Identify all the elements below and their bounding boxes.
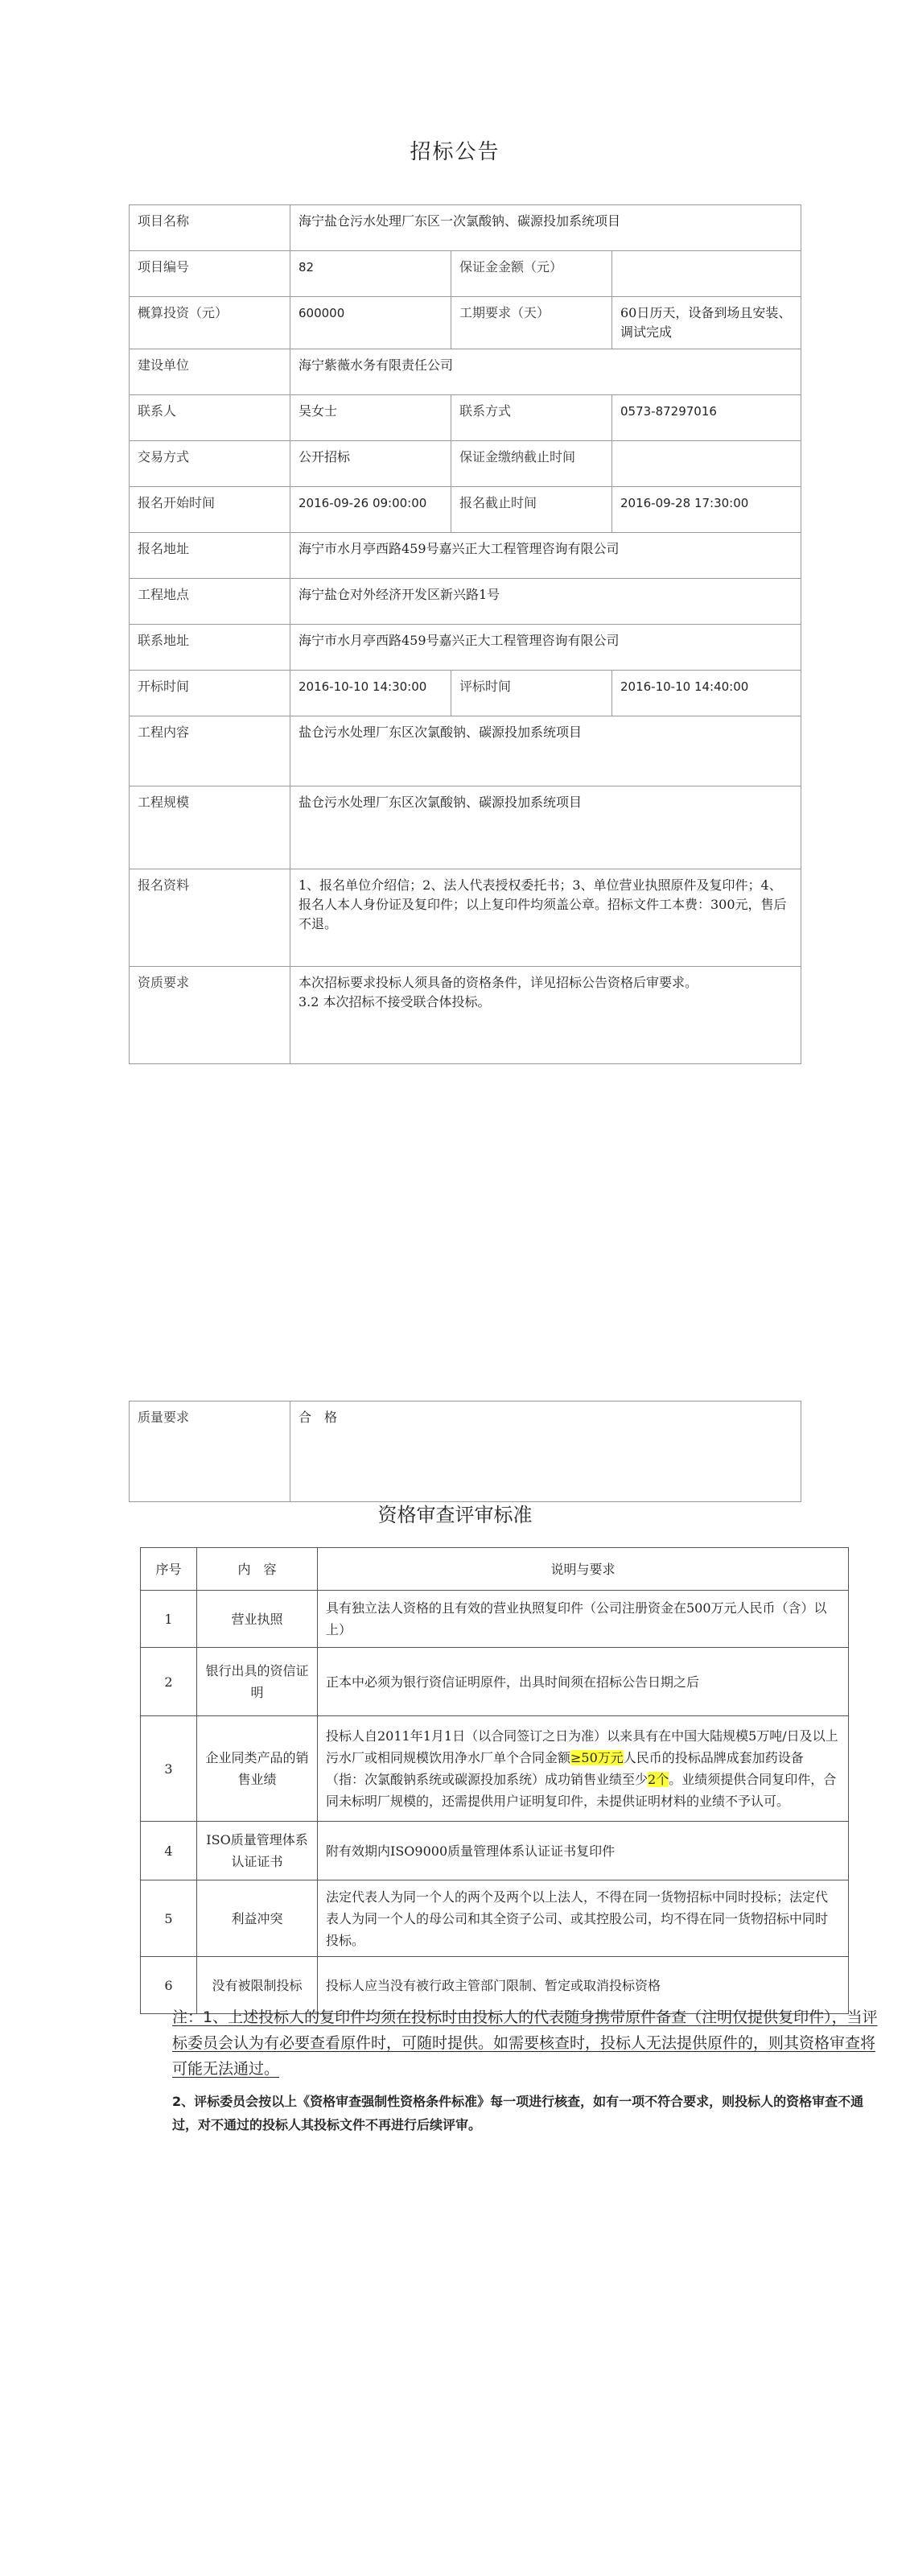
row-desc: 法定代表人为同一个人的两个及两个以上法人，不得在同一货物招标中同时投标；法定代表人为同一个人的母公司和其全资子公司、或其控股公司，均不得在同一货物招标中同时投标。 bbox=[318, 1880, 849, 1957]
desc-part-a: 投标人自2011年1月1日（以合同签订之日为准）以来具有在中国大陆规模5万吨/日及以上污水厂或相同规模饮用净水厂单个合同金额 bbox=[326, 1728, 838, 1765]
row-materials bbox=[130, 869, 801, 967]
label-materials: 报名资料 bbox=[130, 869, 290, 967]
value-budget: 600000 bbox=[290, 297, 451, 349]
label-open-time: 开标时间 bbox=[130, 671, 290, 716]
qualification-line-2: 3.2 本次招标不接受联合体投标。 bbox=[299, 994, 491, 1009]
header-item: 内 容 bbox=[197, 1548, 318, 1591]
criteria-table bbox=[140, 1547, 849, 2014]
label-reg-address: 报名地址 bbox=[130, 533, 290, 579]
value-contact-address: 海宁市水月亭西路459号嘉兴正大工程管理咨询有限公司 bbox=[290, 625, 801, 671]
row-desc bbox=[318, 1716, 849, 1822]
label-period: 工期要求（天） bbox=[451, 297, 612, 349]
table-row bbox=[141, 1822, 849, 1880]
qualification-line-1: 本次招标要求投标人须具备的资格条件，详见招标公告资格后审要求。 bbox=[299, 975, 698, 990]
label-reg-end: 报名截止时间 bbox=[451, 487, 612, 533]
value-scale: 盐仓污水处理厂东区次氯酸钠、碳源投加系统项目 bbox=[290, 786, 801, 869]
row-item: ISO质量管理体系认证证书 bbox=[197, 1822, 318, 1880]
value-materials: 1、报名单位介绍信；2、法人代表授权委托书；3、单位营业执照原件及复印件；4、报名人本人身份证及复印件；以上复印件均须盖公章。招标文件工本费：300元，售后不退。 bbox=[290, 869, 801, 967]
label-budget: 概算投资（元） bbox=[130, 297, 290, 349]
label-contact: 联系人 bbox=[130, 395, 290, 441]
row-item: 银行出具的资信证明 bbox=[197, 1648, 318, 1716]
label-qualification: 资质要求 bbox=[130, 967, 290, 1064]
label-quality: 质量要求 bbox=[130, 1402, 290, 1502]
value-builder: 海宁紫薇水务有限责任公司 bbox=[290, 349, 801, 395]
label-project-number: 项目编号 bbox=[130, 251, 290, 297]
row-quality bbox=[130, 1402, 801, 1502]
row-builder bbox=[130, 349, 801, 395]
row-item: 企业同类产品的销售业绩 bbox=[197, 1716, 318, 1822]
label-eval-time: 评标时间 bbox=[451, 671, 612, 716]
row-no: 4 bbox=[141, 1822, 197, 1880]
value-eval-time: 2016-10-10 14:40:00 bbox=[612, 671, 801, 716]
value-contact-method: 0573-87297016 bbox=[612, 395, 801, 441]
label-trade: 交易方式 bbox=[130, 441, 290, 487]
value-quality: 合 格 bbox=[290, 1402, 801, 1502]
row-no: 2 bbox=[141, 1648, 197, 1716]
criteria-header-row bbox=[141, 1548, 849, 1591]
row-trade bbox=[130, 441, 801, 487]
value-project-number: 82 bbox=[290, 251, 451, 297]
label-builder: 建设单位 bbox=[130, 349, 290, 395]
row-no: 6 bbox=[141, 1957, 197, 2014]
row-project-number bbox=[130, 251, 801, 297]
row-open-eval-time bbox=[130, 671, 801, 716]
value-qualification bbox=[290, 967, 801, 1064]
table-row bbox=[141, 1648, 849, 1716]
table-row bbox=[141, 1880, 849, 1957]
highlight-count: 2个 bbox=[648, 1772, 669, 1787]
row-project-name bbox=[130, 205, 801, 251]
header-no: 序号 bbox=[141, 1548, 197, 1591]
tender-info-table bbox=[129, 204, 801, 1064]
table-row bbox=[141, 1591, 849, 1648]
value-content: 盐仓污水处理厂东区次氯酸钠、碳源投加系统项目 bbox=[290, 716, 801, 786]
page-title: 招标公告 bbox=[410, 140, 500, 164]
desc-part-c: 。业绩须提供合同复印件，合同未标明厂规模的，还需提供用户证明复印件，未提供证明材料的业绩不予认可。 bbox=[326, 1772, 837, 1809]
row-contact bbox=[130, 395, 801, 441]
value-trade: 公开招标 bbox=[290, 441, 451, 487]
value-deposit-deadline bbox=[612, 441, 801, 487]
desc-part-b: 人民币的投标品牌成套加药设备（指：次氯酸钠系统或碳源投加系统）成功销售业绩至少 bbox=[326, 1750, 804, 1787]
label-scale: 工程规模 bbox=[130, 786, 290, 869]
header-desc: 说明与要求 bbox=[318, 1548, 849, 1591]
note-1: 注：1、上述投标人的复印件均须在投标时由投标人的代表随身携带原件备查（注明仅提供复印件），当评标委员会认为有必要查看原件时，可随时提供。如需要核查时，投标人无法提供原件的，则其资格审查将可能无法通过。 bbox=[172, 2008, 878, 2078]
value-site: 海宁盐仓对外经济开发区新兴路1号 bbox=[290, 579, 801, 625]
row-no: 3 bbox=[141, 1716, 197, 1822]
label-project-name: 项目名称 bbox=[130, 205, 290, 251]
quality-table bbox=[129, 1401, 801, 1502]
label-reg-start: 报名开始时间 bbox=[130, 487, 290, 533]
label-contact-method: 联系方式 bbox=[451, 395, 612, 441]
row-no: 5 bbox=[141, 1880, 197, 1957]
row-content bbox=[130, 716, 801, 786]
table-row bbox=[141, 1716, 849, 1822]
row-no: 1 bbox=[141, 1591, 197, 1648]
label-deposit-deadline: 保证金缴纳截止时间 bbox=[451, 441, 612, 487]
value-reg-start: 2016-09-26 09:00:00 bbox=[290, 487, 451, 533]
row-desc: 正本中必须为银行资信证明原件，出具时间须在招标公告日期之后 bbox=[318, 1648, 849, 1716]
criteria-title: 资格审查评审标准 bbox=[377, 1504, 533, 1526]
label-content: 工程内容 bbox=[130, 716, 290, 786]
label-site: 工程地点 bbox=[130, 579, 290, 625]
value-contact: 吴女士 bbox=[290, 395, 451, 441]
label-contact-address: 联系地址 bbox=[130, 625, 290, 671]
value-deposit bbox=[612, 251, 801, 297]
row-scale bbox=[130, 786, 801, 869]
row-item: 营业执照 bbox=[197, 1591, 318, 1648]
value-period: 60日历天，设备到场且安装、调试完成 bbox=[612, 297, 801, 349]
row-registration-time bbox=[130, 487, 801, 533]
value-open-time: 2016-10-10 14:30:00 bbox=[290, 671, 451, 716]
row-item: 没有被限制投标 bbox=[197, 1957, 318, 2014]
row-budget bbox=[130, 297, 801, 349]
value-reg-address: 海宁市水月亭西路459号嘉兴正大工程管理咨询有限公司 bbox=[290, 533, 801, 579]
value-project-name: 海宁盐仓污水处理厂东区一次氯酸钠、碳源投加系统项目 bbox=[290, 205, 801, 251]
note-2: 2、评标委员会按以上《资格审查强制性资格条件标准》每一项进行核查，如有一项不符合要求，则投标人的资格审查不通过，对不通过的投标人其投标文件不再进行后续评审。 bbox=[172, 2094, 864, 2132]
value-reg-end: 2016-09-28 17:30:00 bbox=[612, 487, 801, 533]
row-desc: 附有效期内ISO9000质量管理体系认证证书复印件 bbox=[318, 1822, 849, 1880]
highlight-amount: ≥50万元 bbox=[570, 1750, 624, 1765]
row-desc: 投标人应当没有被行政主管部门限制、暂定或取消投标资格 bbox=[318, 1957, 849, 2014]
row-site bbox=[130, 579, 801, 625]
row-qualification bbox=[130, 967, 801, 1064]
row-contact-address bbox=[130, 625, 801, 671]
label-deposit: 保证金金额（元） bbox=[451, 251, 612, 297]
row-desc: 具有独立法人资格的且有效的营业执照复印件（公司注册资金在500万元人民币（含）以上） bbox=[318, 1591, 849, 1648]
row-reg-address bbox=[130, 533, 801, 579]
row-item: 利益冲突 bbox=[197, 1880, 318, 1957]
